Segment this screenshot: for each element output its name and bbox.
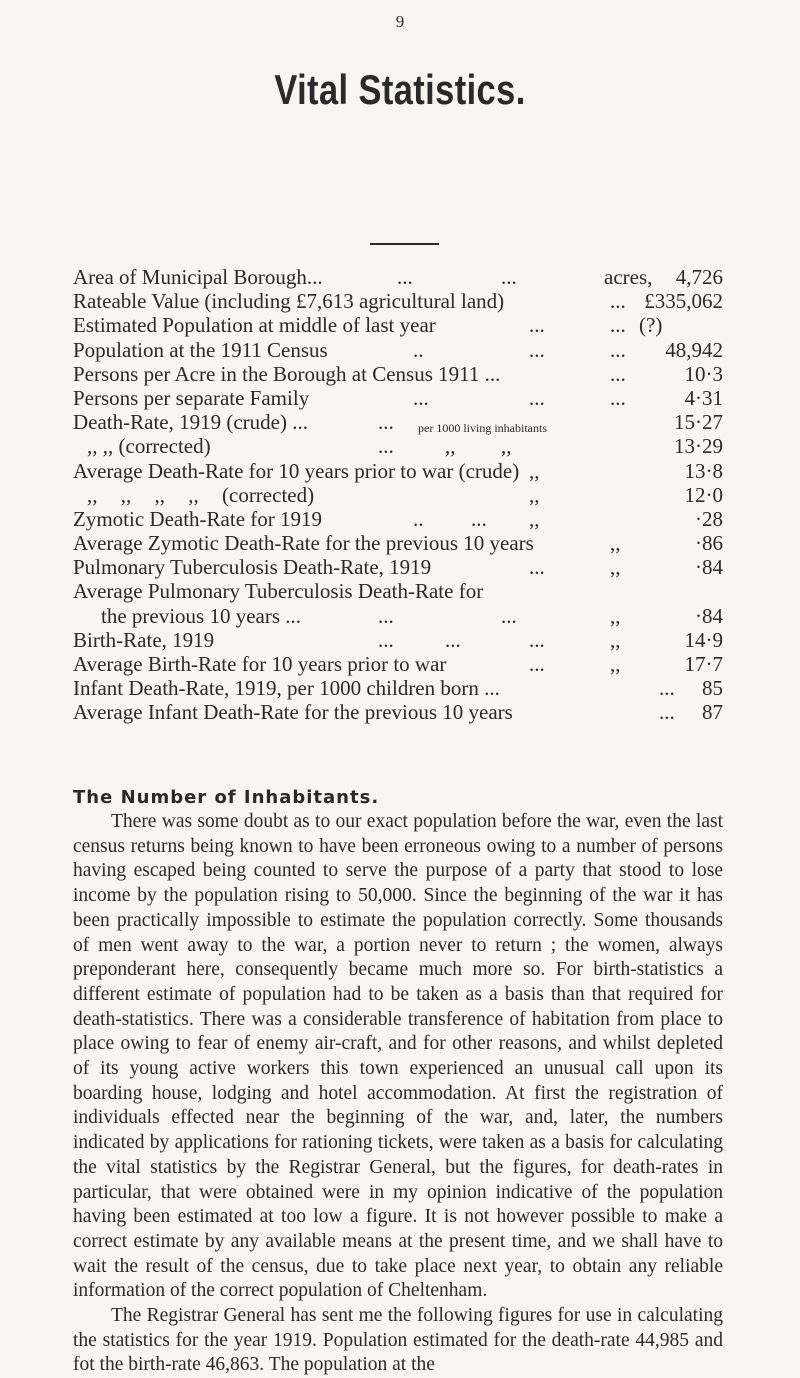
stat-label: the previous 10 years ... — [101, 603, 302, 628]
stat-label: Persons per Acre in the Borough at Census 1911 ... — [73, 361, 501, 386]
stat-label: Birth-Rate, 1919 — [73, 627, 215, 652]
stat-leader: ... — [529, 627, 545, 652]
page-title: Vital Statistics. — [274, 66, 526, 113]
stat-ditto: ,, — [610, 555, 621, 580]
stat-label: Average Birth-Rate for 10 years prior to war — [73, 652, 447, 676]
stat-label: Average Pulmonary Tuberculosis Death-Rate for — [73, 579, 484, 604]
stat-leader: ... — [529, 652, 545, 676]
stat-row-tuberculosis-death-rate — [73, 555, 723, 579]
stat-unit: acres, — [604, 265, 653, 289]
stat-value: 48,942 — [665, 337, 723, 362]
stat-value: 13·29 — [674, 434, 723, 459]
stat-value: 12·0 — [684, 482, 723, 507]
stat-row-average-zymotic — [73, 531, 723, 555]
stat-leader: ... — [610, 313, 626, 338]
stat-label: Death-Rate, 1919 (crude) ... — [73, 410, 308, 435]
stat-value: 10·3 — [684, 361, 723, 386]
stat-ditto: ,, — [529, 482, 540, 507]
stat-value: ·28 — [695, 506, 723, 531]
stat-value: 13·8 — [684, 458, 723, 483]
stat-row-birth-rate — [73, 628, 723, 652]
stat-row-zymotic-death-rate — [73, 507, 723, 531]
stat-value: 4,726 — [675, 265, 723, 289]
stat-label: Zymotic Death-Rate for 1919 — [73, 506, 323, 531]
stat-leader: ... — [501, 603, 517, 628]
stat-value: 17·7 — [684, 652, 723, 676]
stat-leader: ... — [378, 627, 394, 652]
stat-row-area — [73, 265, 723, 289]
stat-value: £335,062 — [644, 289, 723, 314]
title-divider — [370, 243, 439, 245]
stat-value: ·84 — [695, 555, 723, 580]
stat-value: 4·31 — [684, 385, 723, 410]
stat-value: 87 — [702, 700, 723, 725]
stat-ditto: ,, — [610, 627, 621, 652]
stat-note: per 1000 living inhabitants — [418, 421, 547, 436]
stat-leader: ... — [445, 627, 461, 652]
stat-ditto: ,, — [445, 434, 456, 459]
stat-row-average-tuberculosis — [73, 604, 723, 628]
stat-label: Pulmonary Tuberculosis Death-Rate, 1919 — [73, 555, 432, 580]
body-text — [73, 810, 723, 1378]
stat-value: ·84 — [695, 603, 723, 628]
stat-label: Infant Death-Rate, 1919, per 1000 children born ... — [73, 676, 500, 701]
stat-value: (?) — [639, 313, 663, 338]
stat-ditto: ,, — [610, 652, 621, 676]
vital-statistics-table — [73, 265, 723, 725]
stat-value: 14·9 — [684, 627, 723, 652]
page-number: 9 — [395, 12, 405, 31]
stat-leader: ... — [378, 410, 394, 435]
stat-row-persons-per-family — [73, 386, 723, 410]
stat-value: 85 — [702, 676, 723, 701]
stat-ditto: ,, — [529, 458, 540, 483]
stat-row-average-tuberculosis-heading — [73, 579, 723, 603]
stat-ditto: ,, — [501, 434, 512, 459]
stat-leader: ... — [529, 313, 545, 338]
stat-leader: ... — [413, 385, 429, 410]
stat-ditto: ,, — [610, 603, 621, 628]
stat-row-rateable-value — [73, 289, 723, 313]
stat-label: Average Infant Death-Rate for the previous 10 years — [73, 700, 513, 725]
stat-label: Estimated Population at middle of last year — [73, 313, 436, 338]
stat-leader: ... — [610, 289, 626, 314]
stat-leader: ... — [529, 385, 545, 410]
stat-row-average-infant-death-rate — [73, 700, 723, 724]
stat-row-average-death-rate-crude — [73, 459, 723, 483]
stat-label: Area of Municipal Borough... — [73, 265, 323, 289]
stat-row-estimated-population — [73, 313, 723, 337]
stat-label: Average Zymotic Death-Rate for the previous 10 years — [73, 531, 534, 556]
stat-label: Average Death-Rate for 10 years prior to war (crude) — [73, 458, 520, 483]
stat-label: ,, ,, ,, ,, (corrected) — [87, 482, 315, 507]
paragraph: The Registrar General has sent me the following figures for use in calculating the statistics for the year 1919. Population estimated for the death-rate 44,985 and fot the birth-rate 46,863. The population at the — [73, 1305, 723, 1376]
stat-leader: .. — [413, 506, 424, 531]
stat-row-death-rate-corrected — [73, 434, 723, 458]
paragraph: There was some doubt as to our exact population before the war, even the last census returns being known to have been erroneous owing to a number of persons having escaped being counted to serve the purpose of a party that stood to lose income by the population rising to 50,000. Since the beginning of the war it has been practically impossible to estimate the population correctly. Some thousands of men went away to the war, a portion never to return ; the women, always preponderant here, consequently became much more so. For birth-statistics a different estimate of population had to be taken as a basis than that required for death-statistics. There was a considerable transference of habitation from place to place owing to fear of enemy air-craft, and for other reasons, and whilst depleted of its young active workers this town experienced an unusual call upon its boarding house, lodging and hotel accommodation. At first the registration of individuals effected near the beginning of the war, and, later, the numbers indicated by applications for rationing tickets, were taken as a basis for calculating the vital statistics by the Registrar General, but the figures, for death-rates in particular, that were obtained were in my opinion indicative of the population having been estimated at too low a figure. It is not however possible to make a correct estimate by any available means at the present time, and we shall have to wait the result of the census, due to take place next year, to obtain any reliable information of the correct population of Cheltenham. — [73, 811, 723, 1302]
stat-label: ,, ,, (corrected) — [87, 434, 211, 459]
stat-row-death-rate-crude — [73, 410, 723, 434]
stat-row-persons-per-acre — [73, 362, 723, 386]
stat-leader: ... — [378, 434, 394, 459]
section-heading: The Number of Inhabitants. — [73, 787, 380, 808]
stat-leader: ... — [397, 265, 413, 289]
stat-row-average-birth-rate — [73, 652, 723, 676]
stat-label: Population at the 1911 Census — [73, 337, 328, 362]
stat-leader: ... — [610, 337, 626, 362]
stat-value: 15·27 — [674, 410, 723, 435]
stat-leader: ... — [501, 265, 517, 289]
stat-row-average-death-rate-corrected — [73, 483, 723, 507]
stat-label: Persons per separate Family — [73, 385, 310, 410]
stat-leader: ... — [610, 361, 626, 386]
stat-leader: ... — [529, 337, 545, 362]
stat-ditto: ,, — [610, 531, 621, 556]
stat-leader: ... — [378, 603, 394, 628]
stat-leader: ... — [659, 700, 675, 725]
stat-leader: ... — [529, 555, 545, 580]
stat-row-census-population — [73, 338, 723, 362]
stat-leader: .. — [413, 337, 424, 362]
stat-leader: ... — [610, 385, 626, 410]
stat-value: ·86 — [695, 531, 723, 556]
stat-row-infant-death-rate — [73, 676, 723, 700]
stat-leader: ... — [659, 676, 675, 701]
stat-leader: ... — [471, 506, 487, 531]
stat-label: Rateable Value (including £7,613 agricultural land) — [73, 289, 505, 314]
stat-ditto: ,, — [529, 506, 540, 531]
